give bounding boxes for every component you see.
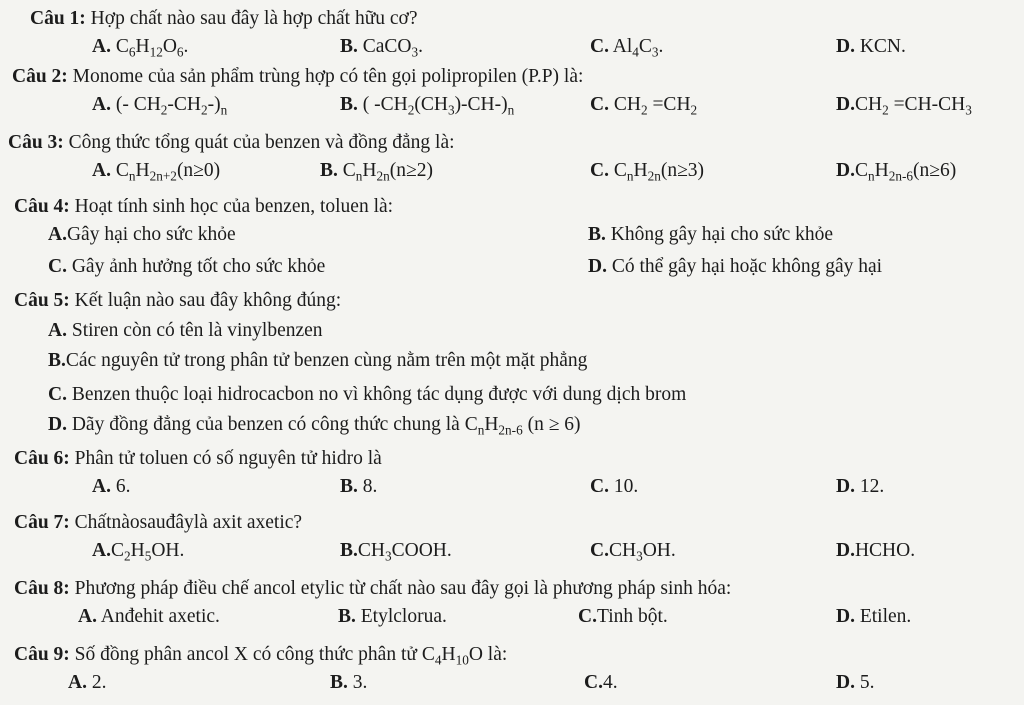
- option-letter: A.: [48, 224, 67, 245]
- answer-option-b[interactable]: B. $C_nH_{2n}(n\ge 2)$: [320, 160, 433, 184]
- question-text: Câu 3: Công thức tổng quát của benzen và đồng đẳng là:: [8, 132, 455, 153]
- question-number: Câu 6:: [14, 448, 70, 469]
- answer-option-b[interactable]: B. ( $-CH_2(CH_3)-CH-)_n$: [340, 94, 515, 118]
- answer-option-c[interactable]: C. $CH_2 =CH_2$: [590, 94, 698, 118]
- answer-option-d[interactable]: $D.C_nH_{2n-6}(n\ge 6)$: [836, 160, 957, 184]
- answer-option-b[interactable]: B. 3.: [330, 672, 368, 693]
- answer-option-c[interactable]: $C.CH_3OH$.: [590, 540, 676, 564]
- answer-option-a[interactable]: A. $C_nH_{2n+2}(n\ge 0)$: [92, 160, 221, 184]
- answer-option-c[interactable]: C. Benzen thuộc loại hidrocacbon no vì không tác dụng được với dung dịch brom: [48, 384, 687, 405]
- option-letter: D.: [836, 160, 855, 181]
- question-number: Câu 3:: [8, 132, 64, 153]
- answer-option-a[interactable]: A. (- $CH_2-CH_2-)_n$: [92, 94, 228, 118]
- option-letter: B.: [340, 476, 358, 497]
- option-letter: D.: [836, 606, 855, 627]
- answer-option-b[interactable]: B. Không gây hại cho sức khỏe: [588, 224, 834, 245]
- option-letter: A.: [92, 160, 111, 181]
- option-letter: D.: [836, 476, 855, 497]
- answer-option-d[interactable]: D.HCHO.: [836, 540, 916, 561]
- answer-option-d[interactable]: D. Etilen.: [836, 606, 912, 627]
- option-letter: B.: [320, 160, 338, 181]
- option-letter: B.: [340, 540, 358, 561]
- question-text: Câu 1: Hợp chất nào sau đây là hợp chất hữu cơ?: [30, 8, 418, 29]
- option-letter: B.: [48, 350, 66, 371]
- answer-option-c[interactable]: C. $C_nH_{2n}(n\ge 3)$: [590, 160, 705, 184]
- option-letter: A.: [68, 672, 87, 693]
- question-text: Câu 6: Phân tử toluen có số nguyên tử hidro là: [14, 448, 382, 469]
- question-number: Câu 4:: [14, 196, 70, 217]
- option-letter: C.: [590, 160, 609, 181]
- option-letter: C.: [584, 672, 603, 693]
- answer-option-b[interactable]: B. Etylclorua.: [338, 606, 447, 627]
- option-letter: D.: [48, 414, 67, 435]
- option-letter: C.: [48, 384, 67, 405]
- answer-option-d[interactable]: D. Có thể gây hại hoặc không gây hại: [588, 256, 883, 277]
- answer-option-a[interactable]: $A.C_2H_5OH$.: [92, 540, 185, 564]
- answer-option-d[interactable]: D. 12.: [836, 476, 885, 497]
- answer-option-c[interactable]: C.Tinh bột.: [578, 606, 668, 627]
- option-letter: D.: [836, 540, 855, 561]
- option-letter: B.: [340, 94, 358, 115]
- option-letter: A.: [78, 606, 97, 627]
- answer-option-a[interactable]: A. 6.: [92, 476, 131, 497]
- answer-option-a[interactable]: A. Stiren còn có tên là vinylbenzen: [48, 320, 323, 341]
- answer-option-a[interactable]: A. $C_6H_{12}O_6$.: [92, 36, 189, 60]
- option-letter: D.: [588, 256, 607, 277]
- answer-option-d[interactable]: $D.CH_2 =CH-CH_3$: [836, 94, 972, 118]
- question-number: Câu 5:: [14, 290, 70, 311]
- question-text: Câu 9: Số đồng phân ancol X có công thức phân tử $C_4H_{10}O$ là:: [14, 644, 508, 668]
- option-letter: A.: [92, 476, 111, 497]
- answer-option-c[interactable]: C. 10.: [590, 476, 639, 497]
- option-letter: A.: [92, 94, 111, 115]
- question-text: Câu 8: Phương pháp điều chế ancol etylic từ chất nào sau đây gọi là phương pháp sinh hóa:: [14, 578, 732, 599]
- option-letter: D.: [836, 94, 855, 115]
- answer-option-d[interactable]: D. 5.: [836, 672, 875, 693]
- question-number: Câu 7:: [14, 512, 70, 533]
- option-letter: C.: [590, 540, 609, 561]
- question-text: Câu 7: Chấtnàosauđâylà axit axetic?: [14, 512, 303, 533]
- answer-option-d[interactable]: D. KCN.: [836, 36, 906, 57]
- option-letter: B.: [588, 224, 606, 245]
- answer-option-a[interactable]: A. Anđehit axetic.: [78, 606, 220, 627]
- option-letter: C.: [590, 94, 609, 115]
- answer-option-c[interactable]: C. $Al_4C_3$.: [590, 36, 664, 60]
- question-number: Câu 8:: [14, 578, 70, 599]
- option-letter: B.: [330, 672, 348, 693]
- question-number: Câu 9:: [14, 644, 70, 665]
- question-number: Câu 2:: [12, 66, 68, 87]
- option-letter: D.: [836, 672, 855, 693]
- option-letter: B.: [338, 606, 356, 627]
- question-number: Câu 1:: [30, 8, 86, 29]
- question-text: Câu 2: Monome của sản phẩm trùng hợp có tên gọi polipropilen (P.P) là:: [12, 66, 584, 87]
- answer-option-d[interactable]: D. Dãy đồng đẳng của benzen có công thức chung là $C_nH_{2n-6}$ (n ≥ 6): [48, 414, 581, 438]
- option-letter: A.: [48, 320, 67, 341]
- question-text: Câu 4: Hoạt tính sinh học của benzen, toluen là:: [14, 196, 394, 217]
- answer-option-a[interactable]: A. 2.: [68, 672, 107, 693]
- option-letter: B.: [340, 36, 358, 57]
- answer-option-b[interactable]: $B.CH_3COOH$.: [340, 540, 452, 564]
- answer-option-b[interactable]: B.Các nguyên tử trong phân tử benzen cùng nằm trên một mặt phẳng: [48, 350, 588, 371]
- option-letter: A.: [92, 36, 111, 57]
- option-letter: C.: [48, 256, 67, 277]
- answer-option-c[interactable]: C.4.: [584, 672, 618, 693]
- option-letter: C.: [590, 476, 609, 497]
- option-letter: C.: [578, 606, 597, 627]
- option-letter: A.: [92, 540, 111, 561]
- option-letter: D.: [836, 36, 855, 57]
- option-letter: C.: [590, 36, 609, 57]
- answer-option-c[interactable]: C. Gây ảnh hưởng tốt cho sức khỏe: [48, 256, 326, 277]
- question-text: Câu 5: Kết luận nào sau đây không đúng:: [14, 290, 342, 311]
- answer-option-a[interactable]: A.Gây hại cho sức khỏe: [48, 224, 236, 245]
- answer-option-b[interactable]: B. CaCO$_3$.: [340, 36, 424, 60]
- answer-option-b[interactable]: B. 8.: [340, 476, 378, 497]
